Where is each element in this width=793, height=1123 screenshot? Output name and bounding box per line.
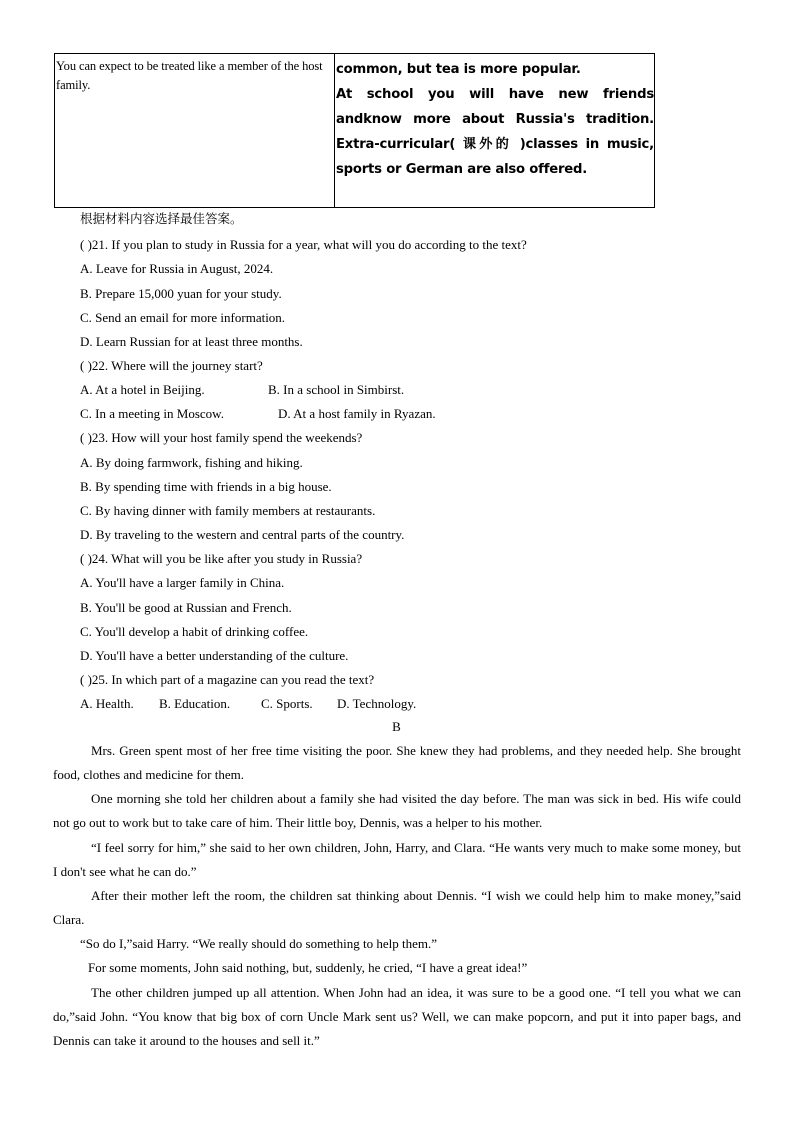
- table-right-cell: [335, 54, 654, 207]
- story-paragraph: For some moments, John said nothing, but, suddenly, he cried, “I have a great idea!”: [88, 960, 528, 975]
- question-24-option-d: D. You'll have a better understanding of the culture.: [80, 648, 349, 663]
- story-paragraph: One morning she told her children about a family she had visited the day before. The man was sick in bed. His wife could not go out to work but to take care of him. Their little boy, Dennis, was a helper to his mother.: [53, 791, 741, 831]
- story-paragraph: “I feel sorry for him,” she said to her own children, John, Harry, and Clara. “He wants very much to make some money, but I don't see what he can do.”: [53, 840, 741, 880]
- question-24-option-b: B. You'll be good at Russian and French.: [80, 600, 292, 615]
- question-22-option-d: D. At a host family in Ryazan.: [278, 406, 436, 421]
- question-25-option-d: D. Technology.: [337, 696, 417, 711]
- question-25-stem: ( )25. In which part of a magazine can you read the text?: [80, 672, 375, 687]
- question-24-stem: ( )24. What will you be like after you study in Russia?: [80, 551, 363, 566]
- question-22-option-b: B. In a school in Simbirst.: [268, 382, 405, 397]
- question-23-option-a: A. By doing farmwork, fishing and hiking.: [80, 455, 303, 470]
- question-23-option-b: B. By spending time with friends in a big house.: [80, 479, 332, 494]
- story-paragraph: “So do I,”said Harry. “We really should do something to help them.”: [80, 936, 437, 951]
- question-25-option-a: A. Health.: [80, 696, 134, 711]
- question-21-option-d: D. Learn Russian for at least three months.: [80, 334, 303, 349]
- story-paragraph: After their mother left the room, the children sat thinking about Dennis. “I wish we could help him to make money,”said Clara.: [53, 888, 741, 928]
- table-left-cell: You can expect to be treated like a member of the host family.: [55, 54, 335, 207]
- question-21-option-a: A. Leave for Russia in August, 2024.: [80, 261, 274, 276]
- question-22-option-c: C. In a meeting in Moscow.: [80, 406, 224, 421]
- question-22-stem: ( )22. Where will the journey start?: [80, 358, 263, 373]
- story-paragraph: The other children jumped up all attention. When John had an idea, it was sure to be a good one. “I tell you what we can do,”said John. “You know that big box of corn Uncle Mark sent us? Well, we can make popcorn, and put it into paper bags, and Dennis can take it around to the houses and sell it.”: [53, 985, 741, 1049]
- question-21-option-b: B. Prepare 15,000 yuan for your study.: [80, 286, 282, 301]
- instruction: 根据材料内容选择最佳答案。: [80, 211, 243, 226]
- story-paragraph: Mrs. Green spent most of her free time visiting the poor. She knew they had problems, and they needed help. She brought food, clothes and medicine for them.: [53, 743, 741, 783]
- question-25-option-c: C. Sports.: [261, 696, 313, 711]
- question-22-option-a: A. At a hotel in Beijing.: [80, 382, 205, 397]
- section-b-heading: B: [392, 719, 401, 734]
- info-table: [54, 53, 655, 208]
- question-21-stem: ( )21. If you plan to study in Russia for a year, what will you do according to the text?: [80, 237, 527, 252]
- table-right-line: common, but tea is more popular.: [336, 62, 581, 77]
- question-25-option-b: B. Education.: [159, 696, 231, 711]
- question-24-option-a: A. You'll have a larger family in China.: [80, 575, 285, 590]
- question-23-option-c: C. By having dinner with family members at restaurants.: [80, 503, 376, 518]
- question-23-stem: ( )23. How will your host family spend the weekends?: [80, 430, 363, 445]
- question-21-option-c: C. Send an email for more information.: [80, 310, 286, 325]
- question-24-option-c: C. You'll develop a habit of drinking coffee.: [80, 624, 309, 639]
- table-right-paragraph: At school you will have new friends andknow more about Russia's tradition. Extra-curricular( 课外的 )classes in music, sports or German are also offered.: [336, 87, 654, 177]
- question-23-option-d: D. By traveling to the western and central parts of the country.: [80, 527, 405, 542]
